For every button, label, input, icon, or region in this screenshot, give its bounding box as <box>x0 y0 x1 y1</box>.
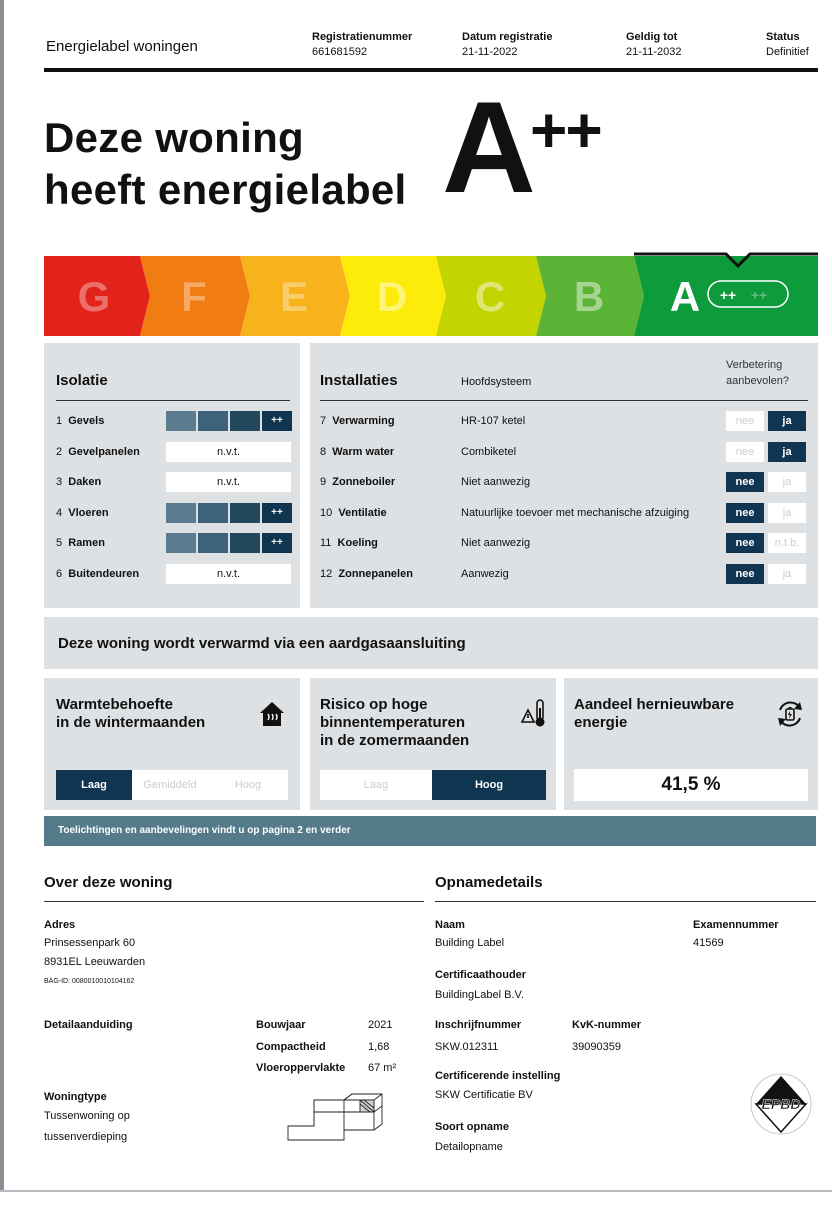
insulation-rating-bar <box>166 503 294 523</box>
insulation-row <box>56 411 104 431</box>
installation-system: HR-107 ketel <box>461 415 526 427</box>
insulation-row <box>56 472 101 492</box>
status: Status Definitief <box>766 31 809 58</box>
heat-demand-option-low: Laag <box>56 770 132 800</box>
exam-number-label: Examennummer <box>693 919 779 931</box>
page-edge <box>0 0 4 1192</box>
recommendations-note: Toelichtingen en aanbevelingen vindt u op pagina 2 en verder <box>44 816 816 846</box>
rating-segment-top: ++ <box>262 411 292 431</box>
improvement-no: nee <box>726 411 764 431</box>
rating-segment <box>166 533 196 553</box>
build-year-label: Bouwjaar <box>256 1019 306 1031</box>
installation-row-label: Verwarming <box>332 415 395 427</box>
insulation-row-label: Vloeren <box>68 507 109 519</box>
floor-area-label: Vloeroppervlakte <box>256 1062 346 1074</box>
epbd-logo-text: EPBD <box>761 1096 801 1112</box>
rating-segment <box>198 533 228 553</box>
insulation-row-number: 3 <box>56 476 63 488</box>
survey-type-value: Detailopname <box>435 1141 503 1153</box>
scale-label-c: C <box>474 273 506 320</box>
rating-segment <box>230 503 260 523</box>
installation-row-number: 7 <box>320 415 327 427</box>
installation-row-number: 12 <box>320 568 333 580</box>
insulation-row-label: Gevelpanelen <box>68 446 140 458</box>
valid-until: Geldig tot 21-11-2032 <box>626 31 682 58</box>
installation-row-label: Ventilatie <box>338 507 387 519</box>
installations-col-system: Hoofdsysteem <box>461 376 532 388</box>
insulation-row-label: Daken <box>68 476 102 488</box>
thermometer-warning-icon <box>520 698 548 728</box>
insulation-row <box>56 533 105 553</box>
registration-number-label: Inschrijfnummer <box>435 1019 522 1031</box>
overheating-risk-title: Risico op hoge binnentemperaturen in de zomermaanden <box>320 696 470 749</box>
insulation-row-label: Buitendeuren <box>68 568 140 580</box>
name-label: Naam <box>435 919 465 931</box>
improvement-yes: ja <box>768 442 806 462</box>
address-line-1: Prinsessenpark 60 <box>44 937 136 949</box>
scale-plus-extra: ++ <box>750 287 768 303</box>
scale-label-b: B <box>573 273 605 320</box>
rating-segment-top: ++ <box>262 503 292 523</box>
heating-banner: Deze woning wordt verwarmd via een aardgasaansluiting <box>44 617 818 669</box>
overheating-risk-selector <box>320 770 546 800</box>
rating-segment-top: ++ <box>262 533 292 553</box>
insulation-row-label: Gevels <box>68 415 105 427</box>
bag-id: BAG-ID: 0080010010104162 <box>44 978 135 985</box>
survey-type-label: Soort opname <box>435 1121 509 1133</box>
kvk-number-value: 39090359 <box>572 1041 621 1053</box>
scale-label-a: A <box>669 273 701 320</box>
installations-rule <box>320 400 808 401</box>
registration-number: Registratienummer 661681592 <box>312 31 413 58</box>
insulation-row-number: 5 <box>56 537 63 549</box>
document-title: Energielabel woningen <box>46 38 198 55</box>
heat-demand-option-high: Hoog <box>208 770 288 800</box>
compactness-value: 1,68 <box>368 1041 390 1053</box>
document-header <box>44 30 818 72</box>
kvk-number-label: KvK-nummer <box>572 1019 642 1031</box>
house-type-label: Woningtype <box>44 1091 107 1103</box>
detail-label: Detailaanduiding <box>44 1019 133 1031</box>
epbd-logo <box>746 1068 816 1140</box>
installation-row-label: Zonnepanelen <box>338 568 413 580</box>
renewable-energy-icon <box>774 698 806 730</box>
installations-col-improve-1: Verbetering <box>726 359 783 371</box>
improvement-yes: ja <box>768 472 806 492</box>
energy-scale-svg <box>44 250 818 336</box>
improvement-no: nee <box>726 442 764 462</box>
address-label: Adres <box>44 919 76 931</box>
renewable-share-value: 41,5 % <box>574 769 808 801</box>
rating-segment <box>198 411 228 431</box>
about-house-rule <box>44 901 424 902</box>
insulation-rule <box>56 400 290 401</box>
installation-row-label: Koeling <box>337 537 378 549</box>
insulation-row-number: 6 <box>56 568 63 580</box>
scale-label-f: F <box>181 273 207 320</box>
heat-demand-selector <box>56 770 288 800</box>
installation-system: Aanwezig <box>461 568 509 580</box>
rating-segment <box>198 503 228 523</box>
insulation-row-number: 1 <box>56 415 63 427</box>
heat-demand-title: Warmtebehoefte in de wintermaanden <box>56 696 206 731</box>
name-value: Building Label <box>435 937 505 949</box>
installation-row-number: 8 <box>320 446 327 458</box>
house-type-line-2: tussenverdieping <box>44 1131 128 1143</box>
installation-row-number: 10 <box>320 507 333 519</box>
survey-details-title: Opnamedetails <box>435 874 543 891</box>
exam-number-value: 41569 <box>693 937 724 949</box>
insulation-row <box>56 442 140 462</box>
improvement-yes: ja <box>768 503 806 523</box>
installation-row-number: 9 <box>320 476 327 488</box>
certifying-body-value: SKW Certificatie BV <box>435 1089 533 1101</box>
insulation-not-applicable: n.v.t. <box>166 472 291 492</box>
scale-label-g: G <box>77 273 111 320</box>
renewable-title: Aandeel hernieuwbare energie <box>574 696 735 731</box>
rating-segment <box>230 533 260 553</box>
compactness-label: Compactheid <box>256 1041 326 1053</box>
rating-segment <box>230 411 260 431</box>
insulation-not-applicable: n.v.t. <box>166 564 291 584</box>
page-title: Deze woning heeft energielabel <box>44 114 407 213</box>
insulation-title: Isolatie <box>56 372 108 389</box>
insulation-not-applicable: n.v.t. <box>166 442 291 462</box>
installation-row <box>320 533 378 553</box>
scale-label-d: D <box>376 273 408 320</box>
installation-system: Niet aanwezig <box>461 537 531 549</box>
insulation-row <box>56 503 109 523</box>
improvement-no: nee <box>726 503 764 523</box>
certificate-holder-label: Certificaathouder <box>435 969 527 981</box>
installations-col-improve-2: aanbevolen? <box>726 375 790 387</box>
certifying-body-label: Certificerende instelling <box>435 1070 561 1082</box>
rating-segment <box>166 411 196 431</box>
address-line-2: 8931EL Leeuwarden <box>44 956 146 968</box>
improvement-no: nee <box>726 564 764 584</box>
overheating-option-low: Laag <box>320 770 432 800</box>
about-house-title: Over deze woning <box>44 874 173 891</box>
scale-plus-active: ++ <box>719 287 737 303</box>
improvement-yes: ja <box>768 411 806 431</box>
installation-system: Natuurlijke toevoer met mechanische afzuiging <box>461 507 690 519</box>
energy-label-scale <box>44 250 818 336</box>
insulation-row-label: Ramen <box>68 537 105 549</box>
installation-row <box>320 472 395 492</box>
installation-row <box>320 411 395 431</box>
house-heat-icon <box>258 700 286 728</box>
survey-details-rule <box>435 901 816 902</box>
improvement-yes: n.t.b. <box>768 533 806 553</box>
installation-row-label: Warm water <box>332 446 395 458</box>
rating-segment <box>166 503 196 523</box>
installations-title: Installaties <box>320 372 398 389</box>
installation-row-label: Zonneboiler <box>332 476 396 488</box>
build-year-value: 2021 <box>368 1019 393 1031</box>
scale-label-e: E <box>279 273 309 320</box>
overheating-option-high: Hoog <box>432 770 546 800</box>
insulation-rating-bar <box>166 411 294 431</box>
improvement-yes: ja <box>768 564 806 584</box>
registration-number-value: SKW.012311 <box>435 1041 499 1053</box>
building-type-drawing <box>286 1092 386 1144</box>
insulation-row-number: 2 <box>56 446 63 458</box>
house-type-line-1: Tussenwoning op <box>44 1110 130 1122</box>
heat-demand-option-medium: Gemiddeld <box>132 770 208 800</box>
insulation-row <box>56 564 139 584</box>
installation-system: Combiketel <box>461 446 517 458</box>
registration-date: Datum registratie 21-11-2022 <box>462 31 553 58</box>
installation-system: Niet aanwezig <box>461 476 531 488</box>
installation-row <box>320 442 394 462</box>
improvement-no: nee <box>726 533 764 553</box>
installation-row <box>320 503 387 523</box>
insulation-rating-bar <box>166 533 294 553</box>
floor-area-value: 67 m² <box>368 1062 397 1074</box>
installation-row-number: 11 <box>320 537 332 549</box>
page-bottom-line <box>0 1190 832 1192</box>
improvement-no: nee <box>726 472 764 492</box>
insulation-row-number: 4 <box>56 507 63 519</box>
installation-row <box>320 564 413 584</box>
energy-label-large: A ++ <box>442 74 601 220</box>
certificate-holder-value: BuildingLabel B.V. <box>435 989 524 1001</box>
